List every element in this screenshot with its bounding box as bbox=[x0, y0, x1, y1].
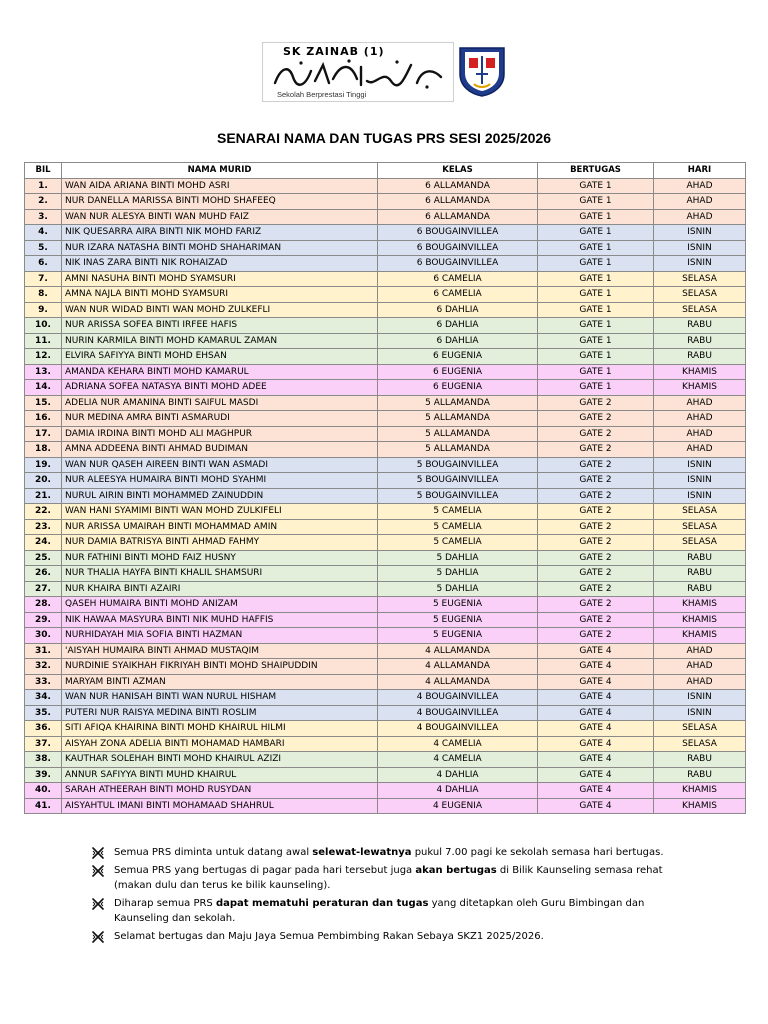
row-bil: 41. bbox=[25, 798, 62, 814]
row-hari: AHAD bbox=[654, 674, 746, 690]
table-row bbox=[25, 535, 746, 551]
row-kelas: 6 EUGENIA bbox=[378, 380, 538, 396]
row-bertugas: GATE 2 bbox=[538, 566, 654, 582]
row-bertugas: GATE 1 bbox=[538, 209, 654, 225]
table-row bbox=[25, 488, 746, 504]
row-bertugas: GATE 4 bbox=[538, 643, 654, 659]
row-kelas: 6 BOUGAINVILLEA bbox=[378, 240, 538, 256]
table-row bbox=[25, 364, 746, 380]
row-bil: 13. bbox=[25, 364, 62, 380]
table-row bbox=[25, 783, 746, 799]
row-hari: SELASA bbox=[654, 302, 746, 318]
row-hari: ISNIN bbox=[654, 256, 746, 272]
row-nama-murid: AMNA NAJLA BINTI MOHD SYAMSURI bbox=[62, 287, 378, 303]
row-bil: 8. bbox=[25, 287, 62, 303]
row-nama-murid: NURDINIE SYAIKHAH FIKRIYAH BINTI MOHD SHAIPUDDIN bbox=[62, 659, 378, 675]
ornamental-cross-bullet-icon bbox=[92, 931, 104, 943]
row-nama-murid: NUR THALIA HAYFA BINTI KHALIL SHAMSURI bbox=[62, 566, 378, 582]
header-bil: BIL bbox=[25, 163, 62, 179]
row-kelas: 5 CAMELIA bbox=[378, 519, 538, 535]
table-row bbox=[25, 240, 746, 256]
ornamental-cross-bullet-icon bbox=[92, 847, 104, 859]
table-row bbox=[25, 721, 746, 737]
row-kelas: 5 BOUGAINVILLEA bbox=[378, 457, 538, 473]
row-bil: 39. bbox=[25, 767, 62, 783]
row-bertugas: GATE 2 bbox=[538, 457, 654, 473]
row-bil: 20. bbox=[25, 473, 62, 489]
row-bil: 17. bbox=[25, 426, 62, 442]
row-kelas: 6 EUGENIA bbox=[378, 349, 538, 365]
row-bil: 23. bbox=[25, 519, 62, 535]
note-item bbox=[90, 863, 690, 893]
table-row bbox=[25, 752, 746, 768]
row-bertugas: GATE 4 bbox=[538, 798, 654, 814]
row-kelas: 6 EUGENIA bbox=[378, 364, 538, 380]
row-nama-murid: NUR DANELLA MARISSA BINTI MOHD SHAFEEQ bbox=[62, 194, 378, 210]
row-bil: 38. bbox=[25, 752, 62, 768]
row-bertugas: GATE 4 bbox=[538, 767, 654, 783]
row-bil: 37. bbox=[25, 736, 62, 752]
row-bertugas: GATE 4 bbox=[538, 690, 654, 706]
calligraphy-emblem-icon bbox=[271, 57, 446, 91]
note-emphasis: dapat mematuhi peraturan dan tugas bbox=[215, 898, 429, 909]
row-nama-murid: SITI AFIQA KHAIRINA BINTI MOHD KHAIRUL HILMI bbox=[62, 721, 378, 737]
table-row bbox=[25, 457, 746, 473]
row-bertugas: GATE 1 bbox=[538, 318, 654, 334]
row-nama-murid: WAN NUR QASEH AIREEN BINTI WAN ASMADI bbox=[62, 457, 378, 473]
row-nama-murid: ADRIANA SOFEA NATASYA BINTI MOHD ADEE bbox=[62, 380, 378, 396]
row-kelas: 5 ALLAMANDA bbox=[378, 442, 538, 458]
table-row bbox=[25, 767, 746, 783]
table-row bbox=[25, 411, 746, 427]
row-bertugas: GATE 1 bbox=[538, 271, 654, 287]
row-nama-murid: AMANDA KEHARA BINTI MOHD KAMARUL bbox=[62, 364, 378, 380]
row-hari: KHAMIS bbox=[654, 612, 746, 628]
table-row bbox=[25, 349, 746, 365]
table-row bbox=[25, 550, 746, 566]
row-kelas: 4 CAMELIA bbox=[378, 736, 538, 752]
row-hari: KHAMIS bbox=[654, 798, 746, 814]
table-row bbox=[25, 395, 746, 411]
row-bertugas: GATE 1 bbox=[538, 333, 654, 349]
row-hari: AHAD bbox=[654, 659, 746, 675]
logo-tagline: Sekolah Berprestasi Tinggi bbox=[277, 90, 367, 99]
row-bertugas: GATE 1 bbox=[538, 380, 654, 396]
row-hari: KHAMIS bbox=[654, 597, 746, 613]
table-row bbox=[25, 271, 746, 287]
row-hari: KHAMIS bbox=[654, 380, 746, 396]
row-bertugas: GATE 2 bbox=[538, 612, 654, 628]
ornamental-cross-bullet-icon bbox=[92, 865, 104, 877]
row-bertugas: GATE 1 bbox=[538, 364, 654, 380]
row-nama-murid: NUR FATHINI BINTI MOHD FAIZ HUSNY bbox=[62, 550, 378, 566]
row-hari: ISNIN bbox=[654, 705, 746, 721]
row-kelas: 6 DAHLIA bbox=[378, 302, 538, 318]
row-bertugas: GATE 2 bbox=[538, 597, 654, 613]
row-hari: SELASA bbox=[654, 504, 746, 520]
row-kelas: 5 DAHLIA bbox=[378, 581, 538, 597]
row-nama-murid: AMNI NASUHA BINTI MOHD SYAMSURI bbox=[62, 271, 378, 287]
row-kelas: 6 ALLAMANDA bbox=[378, 178, 538, 194]
table-body bbox=[25, 178, 746, 814]
logo-school-name: SK ZAINAB (1) bbox=[283, 45, 385, 58]
row-hari: RABU bbox=[654, 349, 746, 365]
row-bil: 31. bbox=[25, 643, 62, 659]
table-row bbox=[25, 287, 746, 303]
row-nama-murid: SARAH ATHEERAH BINTI MOHD RUSYDAN bbox=[62, 783, 378, 799]
row-hari: AHAD bbox=[654, 442, 746, 458]
row-bertugas: GATE 4 bbox=[538, 705, 654, 721]
row-hari: SELASA bbox=[654, 721, 746, 737]
row-bertugas: GATE 2 bbox=[538, 535, 654, 551]
row-nama-murid: NIK INAS ZARA BINTI NIK ROHAIZAD bbox=[62, 256, 378, 272]
table-row bbox=[25, 442, 746, 458]
table-row bbox=[25, 597, 746, 613]
header-bertugas: BERTUGAS bbox=[538, 163, 654, 179]
row-nama-murid: NUR KHAIRA BINTI AZAIRI bbox=[62, 581, 378, 597]
row-nama-murid: DAMIA IRDINA BINTI MOHD ALI MAGHPUR bbox=[62, 426, 378, 442]
row-kelas: 4 CAMELIA bbox=[378, 752, 538, 768]
row-nama-murid: QASEH HUMAIRA BINTI MOHD ANIZAM bbox=[62, 597, 378, 613]
row-hari: SELASA bbox=[654, 271, 746, 287]
row-hari: AHAD bbox=[654, 194, 746, 210]
row-bertugas: GATE 2 bbox=[538, 628, 654, 644]
row-hari: AHAD bbox=[654, 209, 746, 225]
row-nama-murid: WAN NUR HANISAH BINTI WAN NURUL HISHAM bbox=[62, 690, 378, 706]
row-kelas: 5 ALLAMANDA bbox=[378, 411, 538, 427]
table-row bbox=[25, 504, 746, 520]
note-text: Semua PRS diminta untuk datang awal bbox=[114, 847, 313, 858]
ornamental-cross-bullet-icon bbox=[92, 898, 104, 910]
row-nama-murid: NUR ALEESYA HUMAIRA BINTI MOHD SYAHMI bbox=[62, 473, 378, 489]
school-crest-icon bbox=[454, 44, 510, 98]
header-kelas: KELAS bbox=[378, 163, 538, 179]
row-kelas: 4 BOUGAINVILLEA bbox=[378, 721, 538, 737]
table-row bbox=[25, 225, 746, 241]
row-kelas: 4 DAHLIA bbox=[378, 767, 538, 783]
row-bil: 18. bbox=[25, 442, 62, 458]
row-bertugas: GATE 1 bbox=[538, 225, 654, 241]
row-bertugas: GATE 2 bbox=[538, 426, 654, 442]
row-kelas: 4 EUGENIA bbox=[378, 798, 538, 814]
row-nama-murid: NURIN KARMILA BINTI MOHD KAMARUL ZAMAN bbox=[62, 333, 378, 349]
row-kelas: 4 ALLAMANDA bbox=[378, 659, 538, 675]
row-hari: ISNIN bbox=[654, 457, 746, 473]
note-item bbox=[90, 929, 690, 944]
row-hari: ISNIN bbox=[654, 240, 746, 256]
note-text: Diharap semua PRS bbox=[114, 898, 216, 909]
row-nama-murid: WAN NUR WIDAD BINTI WAN MOHD ZULKEFLI bbox=[62, 302, 378, 318]
note-text: Semua PRS yang bertugas di pagar pada hari tersebut juga bbox=[114, 865, 416, 876]
row-hari: RABU bbox=[654, 566, 746, 582]
row-bertugas: GATE 2 bbox=[538, 442, 654, 458]
row-kelas: 4 ALLAMANDA bbox=[378, 643, 538, 659]
table-row bbox=[25, 302, 746, 318]
row-nama-murid: ANNUR SAFIYYA BINTI MUHD KHAIRUL bbox=[62, 767, 378, 783]
row-nama-murid: KAUTHAR SOLEHAH BINTI MOHD KHAIRUL AZIZI bbox=[62, 752, 378, 768]
row-hari: AHAD bbox=[654, 643, 746, 659]
row-nama-murid: NIK HAWAA MASYURA BINTI NIK MUHD HAFFIS bbox=[62, 612, 378, 628]
table-row bbox=[25, 628, 746, 644]
row-kelas: 6 DAHLIA bbox=[378, 318, 538, 334]
row-hari: RABU bbox=[654, 752, 746, 768]
table-row bbox=[25, 566, 746, 582]
row-hari: RABU bbox=[654, 333, 746, 349]
row-kelas: 5 BOUGAINVILLEA bbox=[378, 473, 538, 489]
row-bertugas: GATE 2 bbox=[538, 504, 654, 520]
table-row bbox=[25, 333, 746, 349]
row-bil: 9. bbox=[25, 302, 62, 318]
row-hari: SELASA bbox=[654, 736, 746, 752]
row-bil: 40. bbox=[25, 783, 62, 799]
row-hari: RABU bbox=[654, 767, 746, 783]
row-hari: SELASA bbox=[654, 535, 746, 551]
table-row bbox=[25, 380, 746, 396]
row-bertugas: GATE 2 bbox=[538, 411, 654, 427]
row-bil: 15. bbox=[25, 395, 62, 411]
table-row bbox=[25, 473, 746, 489]
row-bil: 7. bbox=[25, 271, 62, 287]
header-hari: HARI bbox=[654, 163, 746, 179]
row-nama-murid: NUR ARISSA SOFEA BINTI IRFEE HAFIS bbox=[62, 318, 378, 334]
row-kelas: 4 ALLAMANDA bbox=[378, 674, 538, 690]
row-bertugas: GATE 1 bbox=[538, 302, 654, 318]
notes-list bbox=[90, 845, 690, 947]
row-nama-murid: WAN HANI SYAMIMI BINTI WAN MOHD ZULKIFELI bbox=[62, 504, 378, 520]
row-nama-murid: AMNA ADDEENA BINTI AHMAD BUDIMAN bbox=[62, 442, 378, 458]
note-emphasis: selewat-lewatnya bbox=[312, 847, 412, 858]
row-kelas: 5 DAHLIA bbox=[378, 566, 538, 582]
row-kelas: 5 EUGENIA bbox=[378, 612, 538, 628]
row-nama-murid: MARYAM BINTI AZMAN bbox=[62, 674, 378, 690]
row-hari: AHAD bbox=[654, 411, 746, 427]
note-text: pukul 7.00 pagi ke sekolah semasa hari bertugas. bbox=[411, 847, 664, 858]
row-bil: 19. bbox=[25, 457, 62, 473]
row-nama-murid: WAN NUR ALESYA BINTI WAN MUHD FAIZ bbox=[62, 209, 378, 225]
row-kelas: 5 CAMELIA bbox=[378, 504, 538, 520]
row-bertugas: GATE 2 bbox=[538, 473, 654, 489]
row-bertugas: GATE 1 bbox=[538, 194, 654, 210]
note-text: yang ditetapkan oleh Guru Bimbingan dan Kaunseling dan sekolah. bbox=[114, 898, 645, 924]
row-hari: SELASA bbox=[654, 519, 746, 535]
table-row bbox=[25, 736, 746, 752]
row-nama-murid: PUTERI NUR RAISYA MEDINA BINTI ROSLIM bbox=[62, 705, 378, 721]
row-nama-murid: NUR MEDINA AMRA BINTI ASMARUDI bbox=[62, 411, 378, 427]
row-bil: 24. bbox=[25, 535, 62, 551]
row-hari: RABU bbox=[654, 581, 746, 597]
table-header-row bbox=[25, 163, 746, 179]
note-emphasis: akan bertugas bbox=[415, 865, 497, 876]
table-row bbox=[25, 519, 746, 535]
row-nama-murid: NUR ARISSA UMAIRAH BINTI MOHAMMAD AMIN bbox=[62, 519, 378, 535]
row-bertugas: GATE 2 bbox=[538, 395, 654, 411]
table-row bbox=[25, 194, 746, 210]
table-row bbox=[25, 798, 746, 814]
duty-roster-table bbox=[24, 162, 746, 814]
row-kelas: 6 CAMELIA bbox=[378, 271, 538, 287]
row-hari: AHAD bbox=[654, 178, 746, 194]
note-text: di Bilik Kaunseling semasa rehat (makan dulu dan terus ke bilik kaunseling). bbox=[114, 865, 663, 891]
row-bertugas: GATE 4 bbox=[538, 783, 654, 799]
table-row bbox=[25, 209, 746, 225]
row-hari: SELASA bbox=[654, 287, 746, 303]
row-bertugas: GATE 2 bbox=[538, 581, 654, 597]
row-bil: 16. bbox=[25, 411, 62, 427]
table-row bbox=[25, 581, 746, 597]
row-kelas: 6 BOUGAINVILLEA bbox=[378, 225, 538, 241]
row-bertugas: GATE 4 bbox=[538, 721, 654, 737]
row-kelas: 4 DAHLIA bbox=[378, 783, 538, 799]
row-hari: RABU bbox=[654, 318, 746, 334]
row-bil: 32. bbox=[25, 659, 62, 675]
row-bil: 1. bbox=[25, 178, 62, 194]
note-text: Selamat bertugas dan Maju Jaya Semua Pembimbing Rakan Sebaya SKZ1 2025/2026. bbox=[114, 931, 544, 942]
row-bil: 11. bbox=[25, 333, 62, 349]
note-item bbox=[90, 896, 690, 926]
row-bil: 27. bbox=[25, 581, 62, 597]
row-kelas: 4 BOUGAINVILLEA bbox=[378, 705, 538, 721]
note-item bbox=[90, 845, 690, 860]
row-nama-murid: NURHIDAYAH MIA SOFIA BINTI HAZMAN bbox=[62, 628, 378, 644]
row-hari: ISNIN bbox=[654, 225, 746, 241]
table-row bbox=[25, 674, 746, 690]
row-hari: ISNIN bbox=[654, 473, 746, 489]
row-kelas: 5 BOUGAINVILLEA bbox=[378, 488, 538, 504]
row-bil: 21. bbox=[25, 488, 62, 504]
row-bil: 3. bbox=[25, 209, 62, 225]
table-row bbox=[25, 705, 746, 721]
row-kelas: 5 EUGENIA bbox=[378, 628, 538, 644]
table-row bbox=[25, 426, 746, 442]
row-bil: 34. bbox=[25, 690, 62, 706]
row-kelas: 4 BOUGAINVILLEA bbox=[378, 690, 538, 706]
row-kelas: 6 DAHLIA bbox=[378, 333, 538, 349]
row-bil: 14. bbox=[25, 380, 62, 396]
page-title: SENARAI NAMA DAN TUGAS PRS SESI 2025/2026 bbox=[216, 130, 552, 146]
row-bertugas: GATE 4 bbox=[538, 736, 654, 752]
row-nama-murid: ELVIRA SAFIYYA BINTI MOHD EHSAN bbox=[62, 349, 378, 365]
row-hari: AHAD bbox=[654, 426, 746, 442]
table-row bbox=[25, 178, 746, 194]
row-nama-murid: ADELIA NUR AMANINA BINTI SAIFUL MASDI bbox=[62, 395, 378, 411]
row-bertugas: GATE 2 bbox=[538, 550, 654, 566]
row-hari: KHAMIS bbox=[654, 783, 746, 799]
row-bil: 12. bbox=[25, 349, 62, 365]
row-bertugas: GATE 2 bbox=[538, 519, 654, 535]
row-hari: KHAMIS bbox=[654, 364, 746, 380]
row-bertugas: GATE 1 bbox=[538, 349, 654, 365]
row-nama-murid: AISYAH ZONA ADELIA BINTI MOHAMAD HAMBARI bbox=[62, 736, 378, 752]
row-bil: 33. bbox=[25, 674, 62, 690]
row-nama-murid: NUR IZARA NATASHA BINTI MOHD SHAHARIMAN bbox=[62, 240, 378, 256]
row-bil: 28. bbox=[25, 597, 62, 613]
row-bertugas: GATE 1 bbox=[538, 287, 654, 303]
row-kelas: 5 ALLAMANDA bbox=[378, 426, 538, 442]
table-row bbox=[25, 690, 746, 706]
row-kelas: 5 ALLAMANDA bbox=[378, 395, 538, 411]
row-bil: 26. bbox=[25, 566, 62, 582]
table-row bbox=[25, 659, 746, 675]
row-bertugas: GATE 1 bbox=[538, 256, 654, 272]
row-bertugas: GATE 4 bbox=[538, 752, 654, 768]
row-bertugas: GATE 4 bbox=[538, 674, 654, 690]
row-kelas: 6 CAMELIA bbox=[378, 287, 538, 303]
row-bil: 35. bbox=[25, 705, 62, 721]
row-bil: 10. bbox=[25, 318, 62, 334]
row-bertugas: GATE 1 bbox=[538, 178, 654, 194]
row-bertugas: GATE 1 bbox=[538, 240, 654, 256]
row-bil: 22. bbox=[25, 504, 62, 520]
row-kelas: 5 DAHLIA bbox=[378, 550, 538, 566]
row-bil: 30. bbox=[25, 628, 62, 644]
row-bil: 2. bbox=[25, 194, 62, 210]
row-bil: 4. bbox=[25, 225, 62, 241]
row-kelas: 6 BOUGAINVILLEA bbox=[378, 256, 538, 272]
table-row bbox=[25, 318, 746, 334]
row-bil: 36. bbox=[25, 721, 62, 737]
row-nama-murid: AISYAHTUL IMANI BINTI MOHAMAAD SHAHRUL bbox=[62, 798, 378, 814]
row-nama-murid: NUR DAMIA BATRISYA BINTI AHMAD FAHMY bbox=[62, 535, 378, 551]
row-bil: 5. bbox=[25, 240, 62, 256]
school-logo bbox=[262, 42, 454, 102]
table-row bbox=[25, 643, 746, 659]
row-bertugas: GATE 4 bbox=[538, 659, 654, 675]
row-hari: RABU bbox=[654, 550, 746, 566]
row-bil: 6. bbox=[25, 256, 62, 272]
row-kelas: 6 ALLAMANDA bbox=[378, 194, 538, 210]
row-hari: AHAD bbox=[654, 395, 746, 411]
row-hari: ISNIN bbox=[654, 690, 746, 706]
row-nama-murid: NURUL AIRIN BINTI MOHAMMED ZAINUDDIN bbox=[62, 488, 378, 504]
row-nama-murid: WAN AIDA ARIANA BINTI MOHD ASRI bbox=[62, 178, 378, 194]
row-hari: ISNIN bbox=[654, 488, 746, 504]
row-hari: KHAMIS bbox=[654, 628, 746, 644]
school-logo-header bbox=[262, 42, 518, 102]
table-row bbox=[25, 612, 746, 628]
row-bil: 25. bbox=[25, 550, 62, 566]
table-row bbox=[25, 256, 746, 272]
header-nama-murid: NAMA MURID bbox=[62, 163, 378, 179]
row-bil: 29. bbox=[25, 612, 62, 628]
row-kelas: 6 ALLAMANDA bbox=[378, 209, 538, 225]
row-nama-murid: NIK QUESARRA AIRA BINTI NIK MOHD FARIZ bbox=[62, 225, 378, 241]
row-kelas: 5 EUGENIA bbox=[378, 597, 538, 613]
row-nama-murid: 'AISYAH HUMAIRA BINTI AHMAD MUSTAQIM bbox=[62, 643, 378, 659]
row-kelas: 5 CAMELIA bbox=[378, 535, 538, 551]
row-bertugas: GATE 2 bbox=[538, 488, 654, 504]
